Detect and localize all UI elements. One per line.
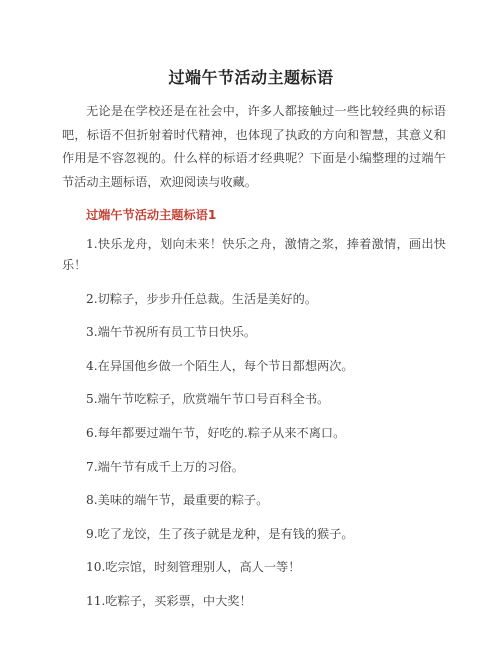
- list-item: 10.吃宗馆，时刻管理别人，高人一等！: [86, 560, 301, 575]
- section-heading: 过端午节活动主题标语1: [86, 208, 217, 222]
- slogan-list: [62, 234, 446, 625]
- list-item: 11.吃粽子，买彩票，中大奖！: [86, 593, 252, 608]
- list-item: 3.端午节祝所有员工节日快乐。: [86, 325, 257, 340]
- intro-paragraph: 无论是在学校还是在社会中，许多人都接触过一些比较经典的标语吧，标语不但折射着时代精神，也体现了执政的方向和智慧，其意义和作用是不容忽视的。什么样的标语才经典呢？下面是小编整理的过端午节活动主题标语，欢迎阅读与收藏。: [62, 104, 446, 189]
- list-item: 7.端午节有成千上万的习俗。: [86, 459, 244, 474]
- list-item: 1.快乐龙舟，划向未来！快乐之舟，激情之浆，捧着激情，画出快乐！: [62, 237, 446, 272]
- list-item: 2.切粽子，步步升任总裁。生活是美好的。: [86, 291, 318, 306]
- list-item: 9.吃了龙饺，生了孩子就是龙种，是有钱的猴子。: [86, 526, 354, 541]
- list-item: 4.在异国他乡做一个陌生人，每个节日都想两次。: [86, 358, 354, 373]
- list-item: 6.每年都要过端午节，好吃的.粽子从来不离口。: [86, 425, 346, 440]
- document-title: 过端午节活动主题标语: [168, 68, 334, 87]
- list-item: 8.美味的端午节，最重要的粽子。: [86, 493, 269, 508]
- list-item: 5.端午节吃粽子，欣赏端午节口号百科全书。: [86, 392, 330, 407]
